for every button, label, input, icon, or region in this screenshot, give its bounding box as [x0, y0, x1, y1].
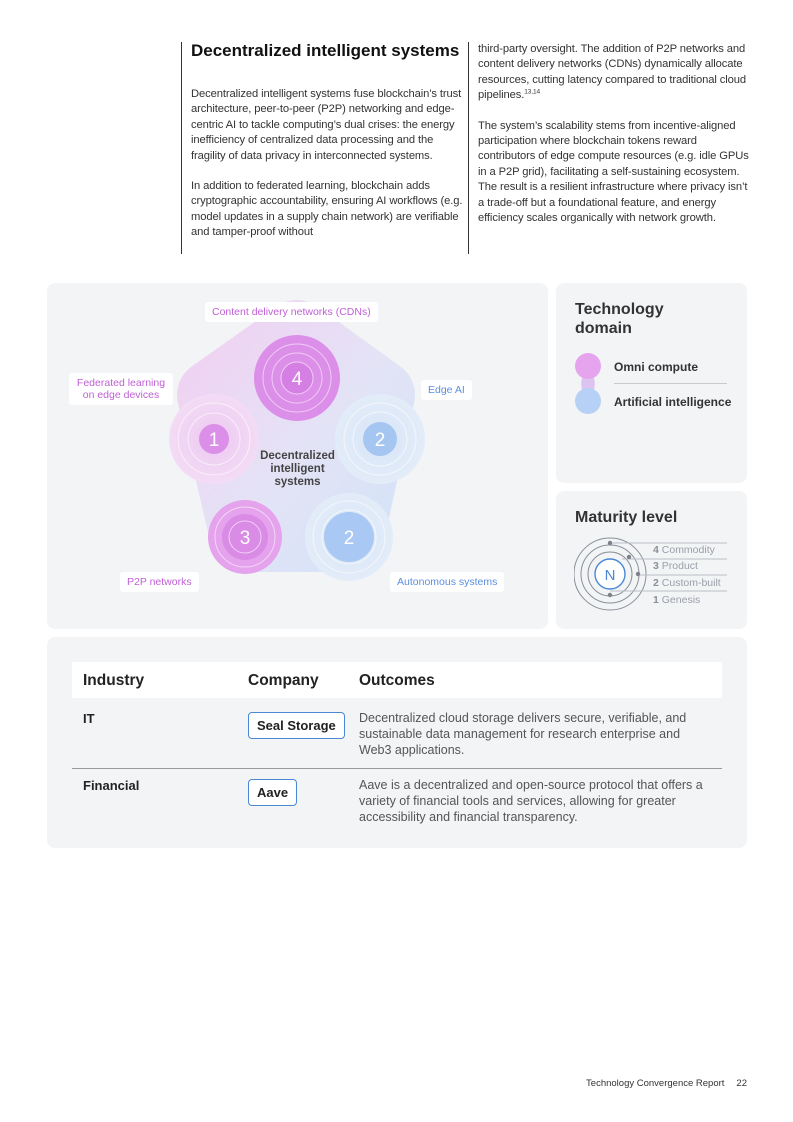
- technology-domain-legend: [556, 283, 747, 483]
- industry-company-table: [47, 637, 747, 848]
- maturity-level-4: [653, 544, 715, 556]
- omni-compute-swatch: [575, 353, 601, 379]
- article-right-column: [468, 42, 753, 254]
- node-label-federated-learning: Federated learning on edge devices: [69, 373, 173, 405]
- page-number: 22: [736, 1078, 747, 1089]
- article-heading: Decentralized intelligent systems: [191, 41, 460, 60]
- maturity-level-1: [653, 594, 700, 606]
- maturity-title: Maturity level: [575, 509, 678, 526]
- legend-artificial-intelligence: Artificial intelligence: [614, 395, 732, 409]
- node-level-label: 2: [374, 430, 386, 451]
- level-label: Commodity: [661, 544, 715, 556]
- node-federated-learning: [169, 394, 259, 484]
- industry-cell: IT: [83, 711, 95, 726]
- outcome-cell: Decentralized cloud storage delivers secure, verifiable, and sustainable data management for research enterprise and Web3 applications.: [359, 711, 687, 757]
- convergence-diagram-panel: [47, 283, 548, 629]
- article-paragraph: The system’s scalability stems from incentive-aligned participation where blockchain tokens reward contributors of edge compute resources (e.g. idle GPUs in a P2P grid), facilitating a self-sustaining ecosystem. The result is a resilient infrastructure where privacy isn’t a trade-off but a foundational feature, and energy efficiency scales organically with network growth.: [478, 119, 749, 225]
- level-number: 1: [653, 594, 659, 606]
- page-footer: [586, 1078, 747, 1089]
- article-paragraph: Decentralized intelligent systems fuse blockchain’s trust architecture, peer-to-peer (P2P) networking and edge-centric AI to tackle computing’s dual crises: the energy inefficiency of centralized data processing and the fragility of data privacy in interconnected systems.: [191, 88, 462, 162]
- table-header: [72, 662, 722, 698]
- legend-omni-compute: Omni compute: [614, 360, 699, 374]
- level-label: Genesis: [661, 594, 701, 606]
- node-label-autonomous-systems: Autonomous systems: [390, 572, 504, 592]
- node-edge-ai: [335, 394, 425, 484]
- node-cdn: [254, 335, 340, 421]
- node-label-p2p-networks: P2P networks: [120, 572, 199, 592]
- diagram-center-label: Decentralized intelligent systems: [260, 450, 335, 488]
- article-left-column: [181, 42, 465, 254]
- article-paragraph: In addition to federated learning, blockchain adds cryptographic accountability, ensuring AI workflows (e.g. model updates in a supply chain network) are verifiable and tamper-proof without: [191, 180, 463, 239]
- company-button-seal-storage[interactable]: Seal Storage: [248, 712, 345, 739]
- maturity-level-3: [653, 560, 698, 572]
- level-number: 2: [653, 577, 659, 589]
- header-company: Company: [248, 672, 319, 689]
- maturity-level-legend: [556, 491, 747, 629]
- ai-swatch: [575, 388, 601, 414]
- outcome-cell: Aave is a decentralized and open-source protocol that offers a variety of financial tools and services, allowing for greater accessibility and financial transparency.: [359, 778, 703, 824]
- maturity-center-label: N: [604, 567, 616, 584]
- maturity-level-2: [653, 577, 721, 589]
- level-number: 4: [653, 544, 659, 556]
- row-divider: [72, 768, 722, 769]
- node-autonomous-systems: [305, 493, 393, 581]
- header-outcomes: Outcomes: [359, 672, 435, 689]
- domain-legend-swatches: [573, 353, 603, 417]
- legend-title: Technology domain: [575, 301, 664, 337]
- node-level-label: 1: [208, 430, 220, 451]
- header-industry: Industry: [83, 672, 145, 689]
- article-paragraph: [478, 42, 753, 104]
- node-label-edge-ai: Edge AI: [421, 380, 472, 400]
- report-title: Technology Convergence Report: [586, 1078, 725, 1089]
- node-level-label: 4: [291, 369, 303, 390]
- node-level-label: 3: [239, 528, 251, 549]
- paragraph-text: third-party oversight. The addition of P2P networks and content delivery networks (CDNs) dynamically allocate resources, cutting latency compared to traditional cloud pipelines.: [478, 43, 747, 102]
- legend-divider: [614, 383, 727, 384]
- level-label: Product: [661, 560, 698, 572]
- company-button-aave[interactable]: Aave: [248, 779, 297, 806]
- node-label-cdn: Content delivery networks (CDNs): [205, 302, 378, 322]
- node-p2p-networks: [208, 500, 282, 574]
- level-number: 3: [653, 560, 659, 572]
- level-label: Custom-built: [661, 577, 721, 589]
- node-level-label: 2: [343, 528, 355, 549]
- industry-cell: Financial: [83, 778, 140, 793]
- footnote-reference[interactable]: 13,14: [524, 88, 541, 96]
